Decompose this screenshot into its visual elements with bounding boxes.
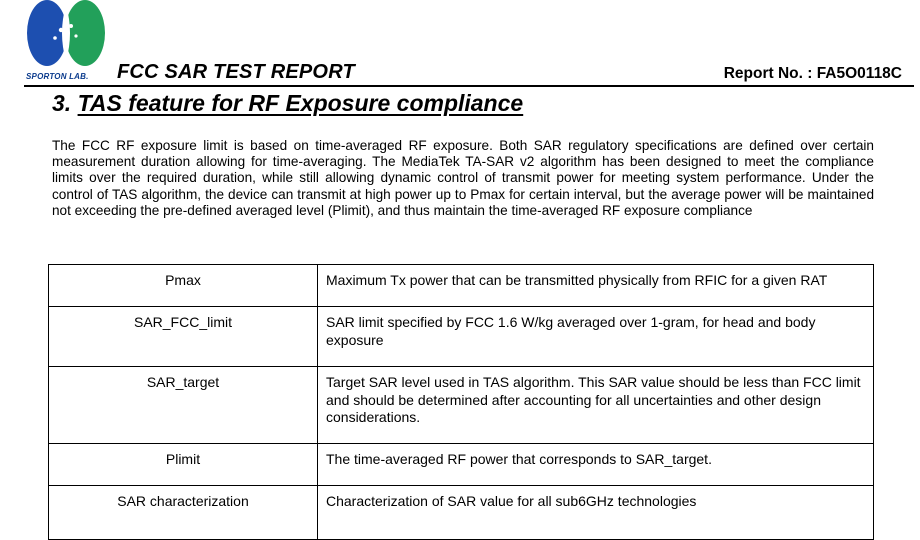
term-cell: SAR_target [49,367,318,444]
section-title: TAS feature for RF Exposure compliance [77,90,524,116]
term-cell: Pmax [49,265,318,307]
intro-paragraph: The FCC RF exposure limit is based on time-averaged RF exposure. Both SAR regulatory specifications are defined over certain measurement duration allowing for time-averaging. The MediaTek TA-SAR v2 algorithm has been designed to meet the compliance limits over the required duration, while still allowing dynamic control of transmit power for meeting system performance. Under the control of TAS algorithm, the device can transmit at high power up to Pmax for certain interval, but the average power will be maintained not exceeding the pre-defined averaged level (Plimit), and thus maintain the time-averaged RF exposure compliance [52,138,874,218]
definitions-table [48,264,874,540]
table-row [49,265,874,307]
section-number: 3. [52,90,72,116]
description-cell: SAR limit specified by FCC 1.6 W/kg averaged over 1-gram, for head and body exposure [318,307,874,367]
description-cell: Characterization of SAR value for all sub6GHz technologies [318,486,874,540]
description-cell: Target SAR level used in TAS algorithm. This SAR value should be less than FCC limit and should be determined after accounting for all uncertainties and other design considerations. [318,367,874,444]
section-heading [52,90,523,117]
table-row [49,444,874,486]
table-row [49,486,874,540]
table-row [49,307,874,367]
term-cell: Plimit [49,444,318,486]
term-cell: SAR_FCC_limit [49,307,318,367]
sporton-logo-icon [24,0,112,82]
description-cell: The time-averaged RF power that corresponds to SAR_target. [318,444,874,486]
table-row [49,367,874,444]
report-number: Report No. : FA5O0118C [723,65,902,82]
report-title: FCC SAR TEST REPORT [117,61,355,83]
description-cell: Maximum Tx power that can be transmitted physically from RFIC for a given RAT [318,265,874,307]
logo-caption: SPORTON LAB. [26,72,89,81]
header-divider [24,85,914,87]
term-cell: SAR characterization [49,486,318,540]
